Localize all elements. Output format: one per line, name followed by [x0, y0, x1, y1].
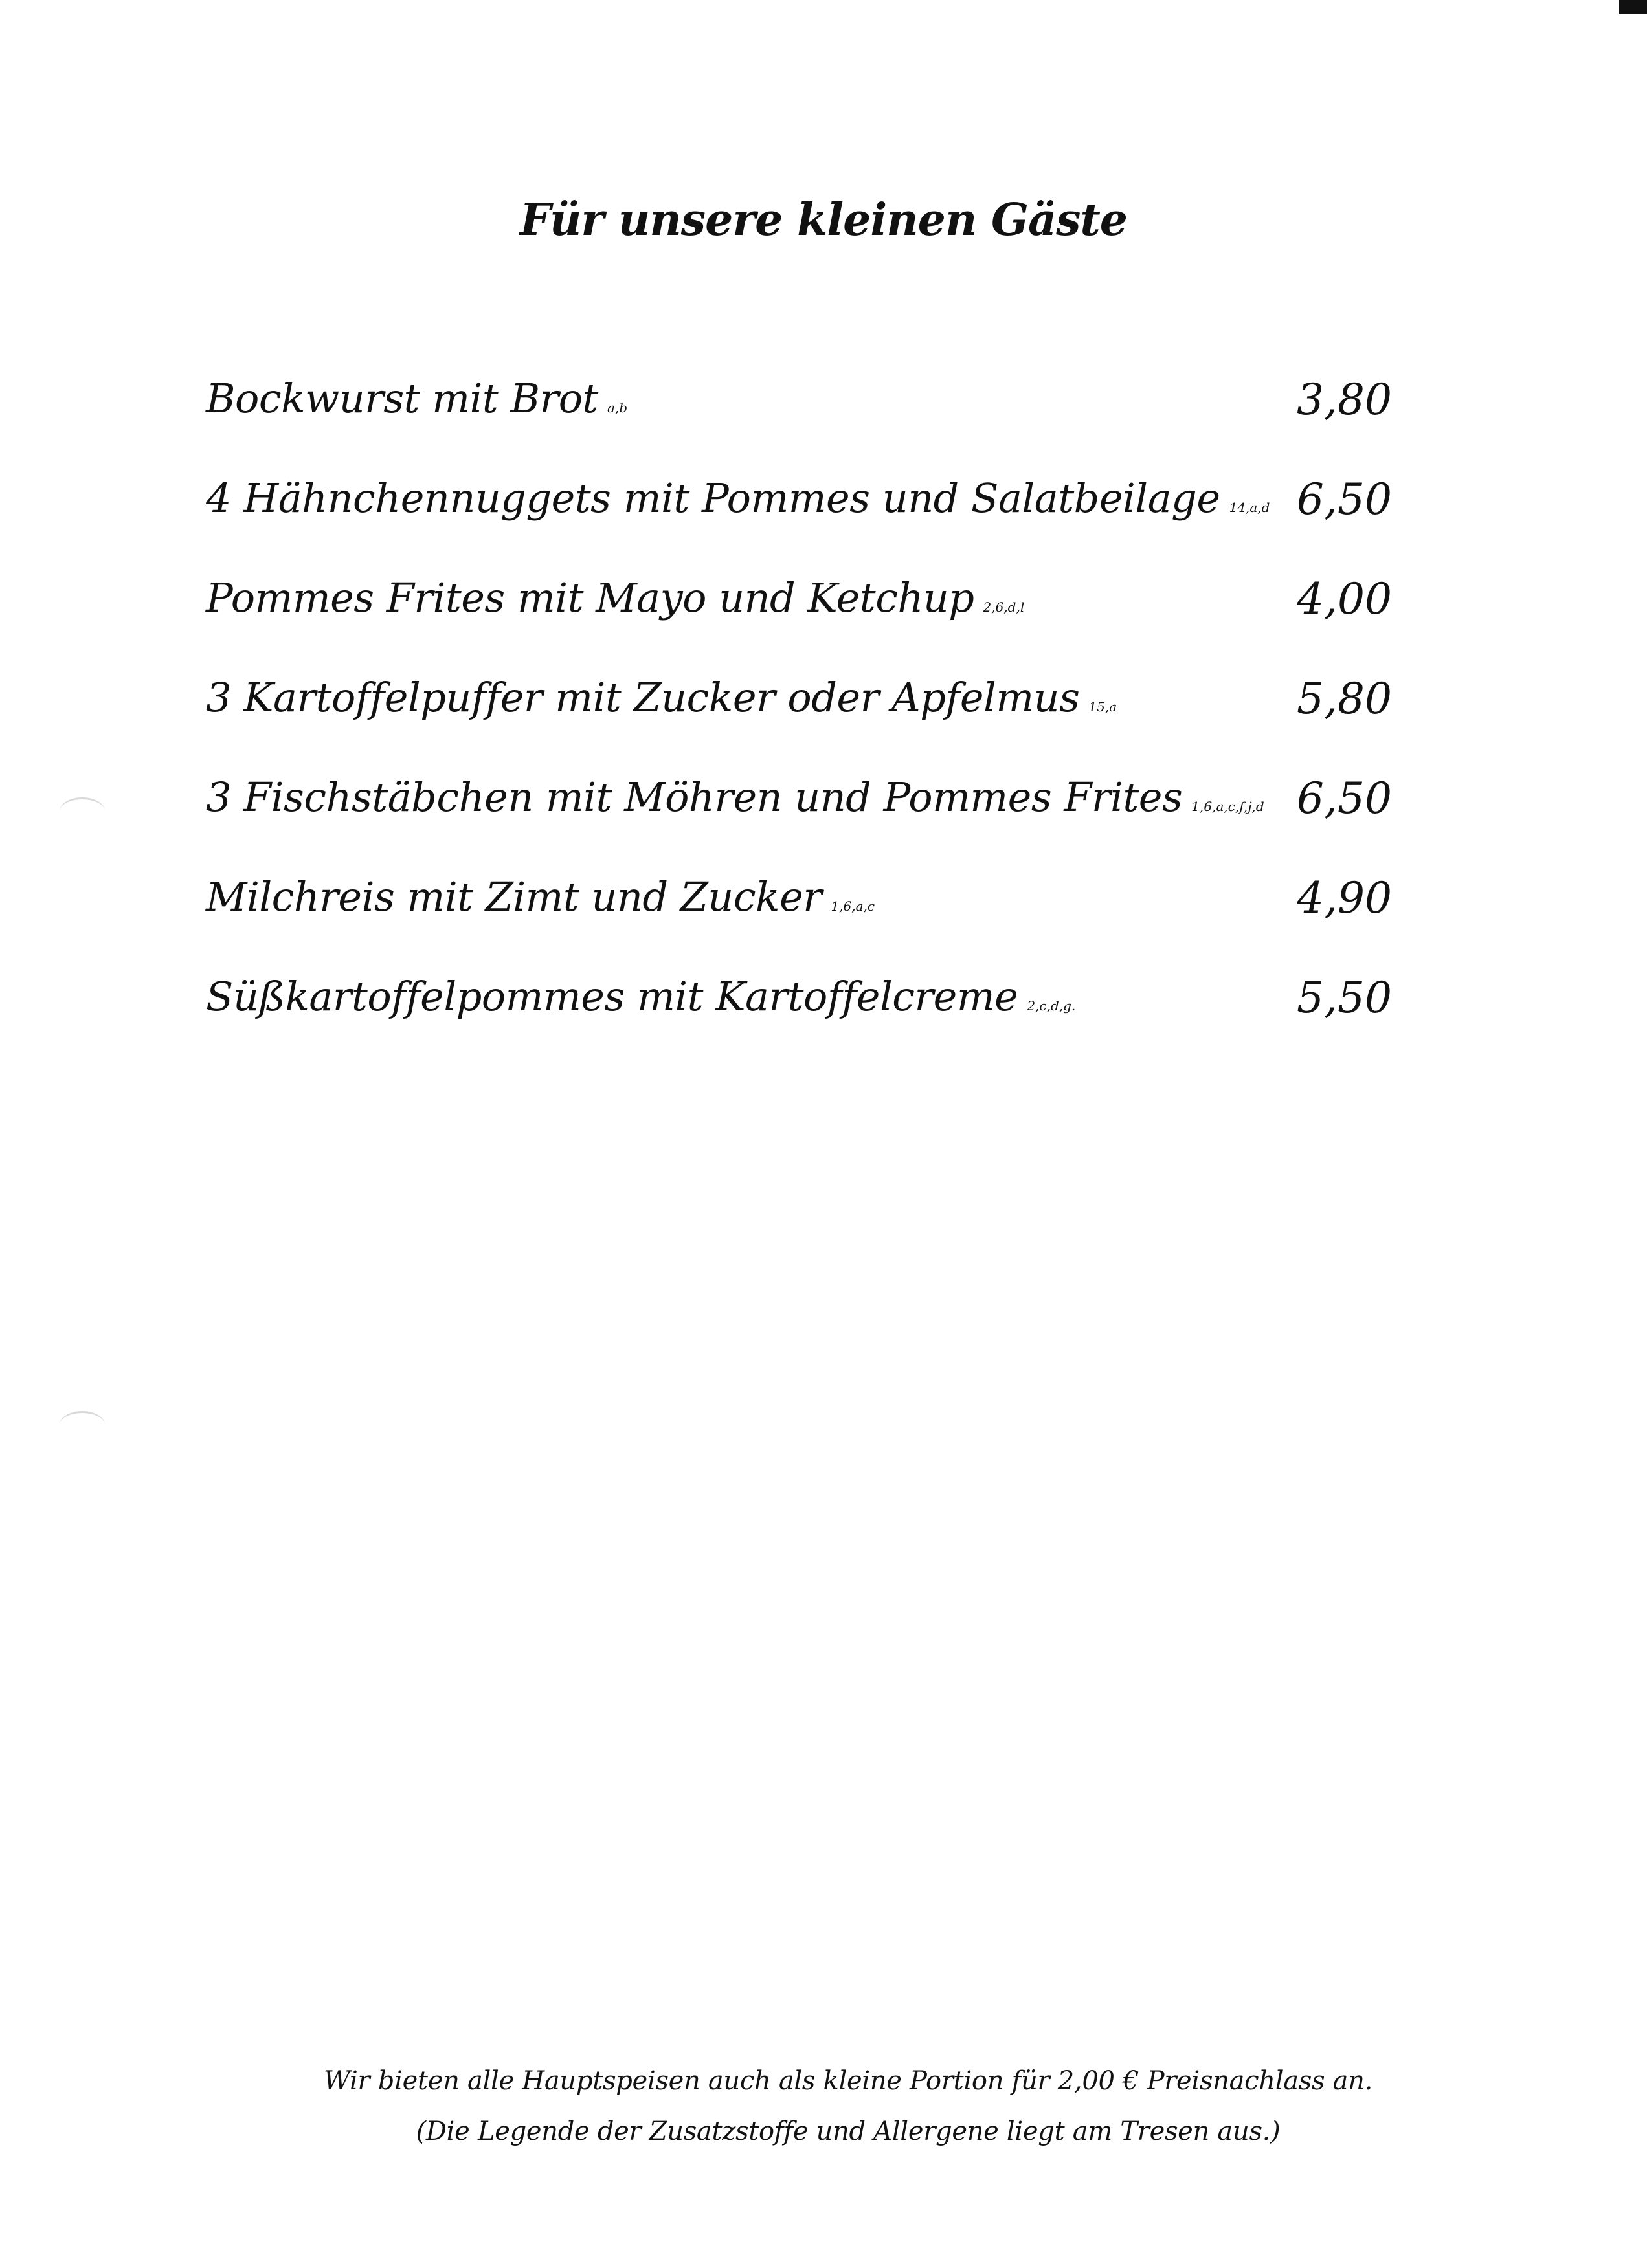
menu-item-name: Pommes Frites mit Mayo und Ketchup 2,6,d,l	[206, 574, 1025, 621]
menu-item-name: 4 Hähnchennuggets mit Pommes und Salatbeilage 14,a,d	[206, 474, 1270, 522]
menu-item	[206, 662, 1392, 739]
menu-item-price: 5,50	[1297, 973, 1392, 1023]
menu-item-name: Süßkartoffelpommes mit Kartoffelcreme 2,c,d,g.	[206, 973, 1076, 1020]
menu-item-price: 4,00	[1297, 574, 1392, 624]
menu-item	[206, 362, 1392, 440]
menu-item-price: 6,50	[1297, 474, 1392, 524]
menu-item	[206, 562, 1392, 639]
menu-item	[206, 462, 1392, 540]
menu-item-price: 6,50	[1297, 773, 1392, 823]
menu-item-name: 3 Fischstäbchen mit Möhren und Pommes Frites 1,6,a,c,f,j,d	[206, 773, 1264, 821]
menu-item-price: 4,90	[1297, 873, 1392, 923]
menu-item-codes: 15,a	[1088, 699, 1117, 715]
menu-item-codes: 2,c,d,g.	[1027, 998, 1076, 1014]
punch-hole-mark	[60, 1411, 105, 1439]
menu-item-codes: 2,6,d,l	[983, 599, 1025, 615]
scan-corner-mark	[1619, 0, 1647, 14]
menu-item-name: Bockwurst mit Brot a,b	[206, 375, 628, 422]
menu-item-name: Milchreis mit Zimt und Zucker 1,6,a,c	[206, 873, 875, 920]
menu-item-codes: 1,6,a,c,f,j,d	[1191, 799, 1264, 814]
footer-note-allergens: (Die Legende der Zusatzstoffe und Allergene liegt am Tresen aus.)	[416, 2117, 1281, 2146]
page-title: Für unsere kleinen Gäste	[519, 194, 1128, 246]
menu-item-price: 5,80	[1297, 674, 1392, 724]
menu-item-codes: 14,a,d	[1229, 500, 1270, 515]
menu-item-price: 3,80	[1297, 375, 1392, 425]
menu-item	[206, 861, 1392, 939]
menu-item	[206, 761, 1392, 839]
menu-item-name: 3 Kartoffelpuffer mit Zucker oder Apfelmus 15,a	[206, 674, 1117, 721]
punch-hole-mark	[60, 797, 105, 825]
menu-item	[206, 961, 1392, 1038]
footer-note-portion: Wir bieten alle Hauptspeisen auch als kleine Portion für 2,00 € Preisnachlass an.	[323, 2066, 1373, 2096]
menu-item-codes: a,b	[607, 400, 628, 416]
menu-item-codes: 1,6,a,c	[831, 898, 875, 914]
